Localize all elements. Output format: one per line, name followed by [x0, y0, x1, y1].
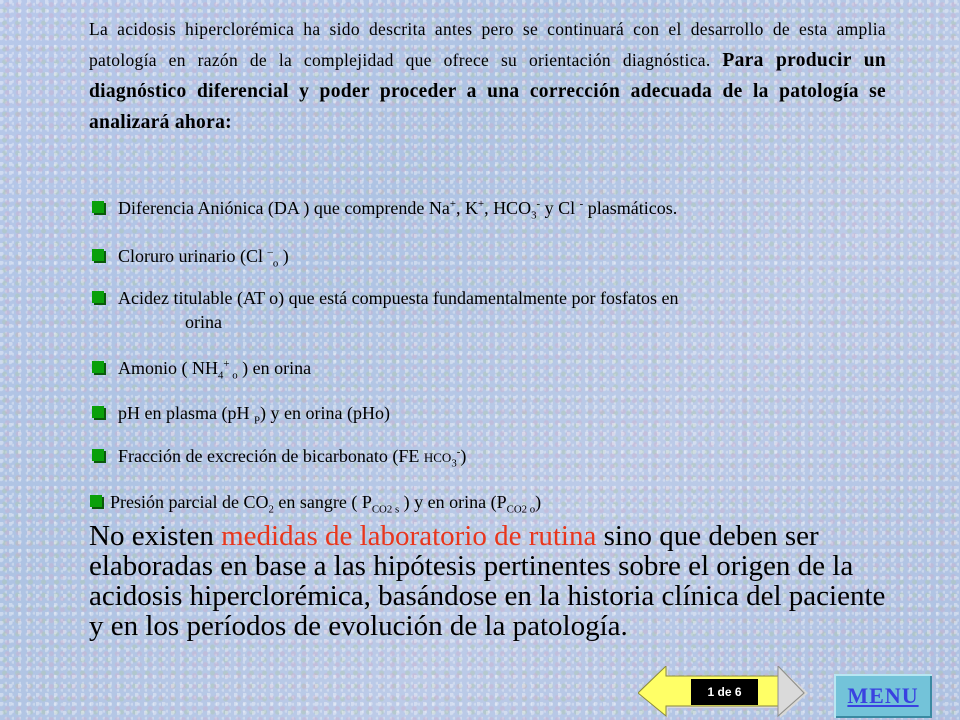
list-item: Presión parcial de $CO_2$ en sangre ( $P_{CO2 s}$ ) y en orina $(P_{CO2 o})$	[90, 490, 541, 514]
checkbox-bullet-icon	[92, 449, 104, 461]
list-item: Diferencia Aniónica (DA ) que comprende Na+, K+, $HCO_3^-$ y Cl - plasmáticos.	[92, 196, 677, 220]
intro-paragraph	[89, 14, 886, 138]
list-item: Amonio ( $NH_4^+$ $_o$ ) en orina	[92, 356, 311, 380]
checkbox-bullet-icon	[92, 249, 104, 261]
checkbox-bullet-icon	[90, 495, 102, 507]
menu-link[interactable]: MENU	[847, 683, 919, 708]
intro-bold-text: Para producir un diagnóstico diferencial y poder proceder a una corrección adecuada de la patología se analizará ahora:	[89, 50, 886, 133]
checkbox-bullet-icon	[92, 361, 104, 373]
conclusion-paragraph: No existen medidas de laboratorio de rutina sino que deben ser elaboradas en base a las hipótesis pertinentes sobre el origen de la acidosis hiperclorémica, basándose en la historia clínica del paciente y en los períodos de evolución de la patología.	[89, 520, 886, 642]
checkbox-bullet-icon	[92, 201, 104, 213]
page-indicator: 1 de 6	[691, 679, 758, 705]
list-item: pH en plasma (pH $_P$) y en orina (pHo)	[92, 401, 390, 425]
highlight-text: medidas de laboratorio de rutina	[221, 520, 597, 552]
intro-text: La acidosis hiperclorémica ha sido descrita antes pero se continuará con el desarrollo de esta amplia patología en razón de la complejidad que ofrece su orientación diagnóstica.	[89, 19, 886, 70]
checkbox-bullet-icon	[92, 406, 104, 418]
list-item: Fracción de excreción de bicarbonato (FE $HCO_3^-$)	[92, 444, 466, 470]
list-item: Acidez titulable (AT o) que está compuesta fundamentalmente por fosfatos en orina	[92, 286, 892, 334]
next-arrow-icon[interactable]	[778, 666, 804, 716]
menu-button[interactable]	[834, 674, 932, 718]
list-item: Cloruro urinario (Cl –$_o$ )	[92, 244, 289, 268]
checkbox-bullet-icon	[92, 291, 104, 303]
